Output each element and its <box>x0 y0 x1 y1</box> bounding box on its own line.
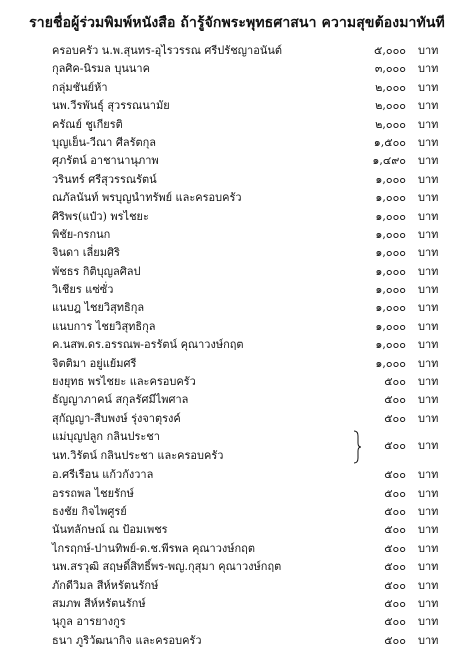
donor-row <box>52 355 452 373</box>
donor-row <box>52 485 452 503</box>
donation-amount: ๒,๐๐๐ <box>375 99 406 113</box>
donation-amount: ๕๐๐ <box>384 578 406 592</box>
currency-unit: บาท <box>418 135 439 149</box>
donor-name: ธัญญาภาคน์ สกุลรัศมีไพศาล <box>52 393 189 407</box>
donation-amount: ๕๐๐ <box>384 393 406 407</box>
donation-amount: ๑,๐๐๐ <box>375 209 406 223</box>
donor-name: สุกัญญา-สืบพงษ์ รุ่งจาตุรงค์ <box>52 411 181 425</box>
currency-unit: บาท <box>418 523 439 537</box>
donation-amount: ๑,๐๐๐ <box>375 356 406 370</box>
donation-amount: ๕๐๐ <box>384 411 406 425</box>
donation-amount: ๕๐๐ <box>384 633 406 647</box>
donation-amount: ๕๐๐ <box>384 468 406 482</box>
currency-unit: บาท <box>418 468 439 482</box>
donor-row <box>52 208 452 226</box>
donor-row <box>52 97 452 115</box>
currency-unit: บาท <box>418 439 439 453</box>
donation-amount: ๑,๐๐๐ <box>375 191 406 205</box>
donor-row <box>52 189 452 207</box>
donor-row <box>52 281 452 299</box>
donation-amount: ๕๐๐ <box>384 541 406 555</box>
currency-unit: บาท <box>418 264 439 278</box>
currency-unit: บาท <box>418 541 439 555</box>
page-title: รายชื่อผู้ร่วมพิมพ์หนังสือ ถ้ารู้จักพระพุทธศาสนา ความสุขต้องมาทันที <box>29 15 445 31</box>
donor-row <box>52 521 452 539</box>
donor-row <box>52 226 452 244</box>
donor-name: อรรถพล ไชยรักษ์ <box>52 486 134 500</box>
donor-row <box>52 171 452 189</box>
donor-row <box>52 466 452 484</box>
donation-amount: ๑,๕๐๐ <box>373 135 406 149</box>
donor-row <box>52 42 452 60</box>
donation-amount: ๕๐๐ <box>384 596 406 610</box>
donor-name: กุลศิค-นิรมล บุนนาค <box>52 62 150 76</box>
donation-amount: ๕๐๐ <box>384 523 406 537</box>
donor-row <box>52 410 452 428</box>
donor-name: นพ.สรวุฒิ สฤษดิ์สิทธิ์พร-พญ.กุสุมา คุณาวงษ์กฤต <box>52 560 282 574</box>
donor-list <box>52 42 452 650</box>
currency-unit: บาท <box>418 172 439 186</box>
donor-name: จิตติมา อยู่แย้มศรี <box>52 356 137 370</box>
donor-name: อ.ศรีเรือน แก้วกังวาล <box>52 468 154 482</box>
donor-row <box>52 60 452 78</box>
donor-name: แม่บุญปลูก กลินประชา <box>52 430 160 444</box>
currency-unit: บาท <box>418 191 439 205</box>
donation-amount: ๑,๐๐๐ <box>375 264 406 278</box>
donor-row <box>52 503 452 521</box>
donor-row <box>52 263 452 281</box>
currency-unit: บาท <box>418 117 439 131</box>
donor-row <box>52 577 452 595</box>
donation-amount: ๓,๐๐๐ <box>374 62 406 76</box>
donor-name: นุกูล อารยางกูร <box>52 615 126 629</box>
currency-unit: บาท <box>418 301 439 315</box>
donor-name: ครอบครัว น.พ.สุนทร-อุไรวรรณ ศรีปรัชญาอนันต์ <box>52 44 282 57</box>
currency-unit: บาท <box>418 338 439 352</box>
donor-name: ศิริพร(แป๋ว) พรไชยะ <box>52 209 149 223</box>
donor-row <box>52 632 452 650</box>
donation-amount: ๒,๐๐๐ <box>375 117 406 131</box>
donor-row <box>52 116 452 134</box>
donor-name: นท.วิรัตน์ กลินประชา และครอบครัว <box>52 449 224 463</box>
donor-name: ณภัลนันท์ พรบุญนำทรัพย์ และครอบครัว <box>52 191 242 205</box>
donor-name: จินดา เลี่ยมศิริ <box>52 246 120 260</box>
donor-name: กลุ่มชันย์ห้า <box>52 80 108 94</box>
donation-amount: ๕๐๐ <box>384 375 406 389</box>
donor-row <box>52 540 452 558</box>
donation-amount: ๑,๐๐๐ <box>375 319 406 333</box>
donor-name: นันทลักษณ์ ณ ป้อมเพชร <box>52 523 168 537</box>
currency-unit: บาท <box>418 209 439 223</box>
donor-row <box>52 391 452 409</box>
donation-amount: ๑,๔๙๐ <box>372 154 406 168</box>
donation-amount: ๕๐๐ <box>384 504 406 518</box>
donation-amount: ๕๐๐ <box>384 615 406 629</box>
currency-unit: บาท <box>418 596 439 610</box>
currency-unit: บาท <box>418 356 439 370</box>
donation-amount: ๑,๐๐๐ <box>375 338 406 352</box>
donor-row <box>52 318 452 336</box>
donor-name: ครัณย์ ชูเกียรติ <box>52 117 123 131</box>
donor-name: ภักดีวิมล สีห์หรัตนรักษ์ <box>52 578 159 592</box>
currency-unit: บาท <box>418 246 439 260</box>
currency-unit: บาท <box>418 283 439 297</box>
donor-row <box>52 299 452 317</box>
currency-unit: บาท <box>418 615 439 629</box>
donation-amount: ๑,๐๐๐ <box>375 283 406 297</box>
donor-row <box>52 613 452 631</box>
donor-name: แนบการ ไชยวิสุทธิกุล <box>52 319 156 333</box>
donation-amount: ๑,๐๐๐ <box>375 172 406 186</box>
currency-unit: บาท <box>418 504 439 518</box>
currency-unit: บาท <box>418 62 439 76</box>
currency-unit: บาท <box>418 227 439 241</box>
donor-name: นพ.วีรพันธุ์ สุวรรณนามัย <box>52 99 170 113</box>
currency-unit: บาท <box>418 633 439 647</box>
donor-name: พิชัย-กรกนก <box>52 227 111 241</box>
donor-row <box>52 79 452 97</box>
currency-unit: บาท <box>418 99 439 113</box>
donor-row <box>52 373 452 391</box>
donor-row <box>52 595 452 613</box>
donation-amount: ๑,๐๐๐ <box>375 227 406 241</box>
donor-name: วิเชียร แซ่ซั่ว <box>52 283 114 297</box>
donation-amount: ๕๐๐ <box>384 560 406 574</box>
donor-name: ไกรฤกษ์-ปานทิพย์-ด.ช.พีรพล คุณาวงษ์กฤต <box>52 541 255 555</box>
donor-row <box>52 134 452 152</box>
donation-amount: ๑,๐๐๐ <box>375 246 406 260</box>
donation-amount: ๒,๐๐๐ <box>375 80 406 94</box>
donor-row <box>52 152 452 170</box>
currency-unit: บาท <box>418 560 439 574</box>
donor-row <box>52 428 452 466</box>
donor-row <box>52 558 452 576</box>
currency-unit: บาท <box>418 486 439 500</box>
donor-name: พัชธร กิติบุญลศิลป <box>52 264 141 278</box>
donor-name: ค.นสพ.ดร.อรรณพ-อรรัตน์ คุณาวงษ์กฤต <box>52 338 244 352</box>
donation-amount: ๕,๐๐๐ <box>374 44 406 57</box>
donor-name: ยงยุทธ พรไชยะ และครอบครัว <box>52 375 196 389</box>
currency-unit: บาท <box>418 393 439 407</box>
donor-row <box>52 336 452 354</box>
currency-unit: บาท <box>418 578 439 592</box>
currency-unit: บาท <box>418 375 439 389</box>
brace-icon <box>352 430 362 464</box>
donor-name: ธนา ภูริวัฒนากิจ และครอบครัว <box>52 633 202 647</box>
donor-name: ศุภรัตน์ อาชานานุภาพ <box>52 154 159 168</box>
donation-amount: ๕๐๐ <box>384 439 406 453</box>
donation-amount: ๑,๐๐๐ <box>375 301 406 315</box>
donor-name: วรินทร์ ศรีสุวรรณรัตน์ <box>52 172 157 186</box>
donor-name: แนบฎ ไชยวิสุทธิกุล <box>52 301 145 315</box>
currency-unit: บาท <box>418 154 439 168</box>
donor-name: บุญเย็น-วีณา ศีลรัตกุล <box>52 135 157 149</box>
donor-name: สมภพ สีห์หรัตนรักษ์ <box>52 596 146 610</box>
currency-unit: บาท <box>418 411 439 425</box>
donor-row <box>52 244 452 262</box>
currency-unit: บาท <box>418 80 439 94</box>
currency-unit: บาท <box>418 319 439 333</box>
currency-unit: บาท <box>418 44 439 57</box>
donation-amount: ๕๐๐ <box>384 486 406 500</box>
donor-name: ธงชัย กิจไพศูรย์ <box>52 504 127 518</box>
